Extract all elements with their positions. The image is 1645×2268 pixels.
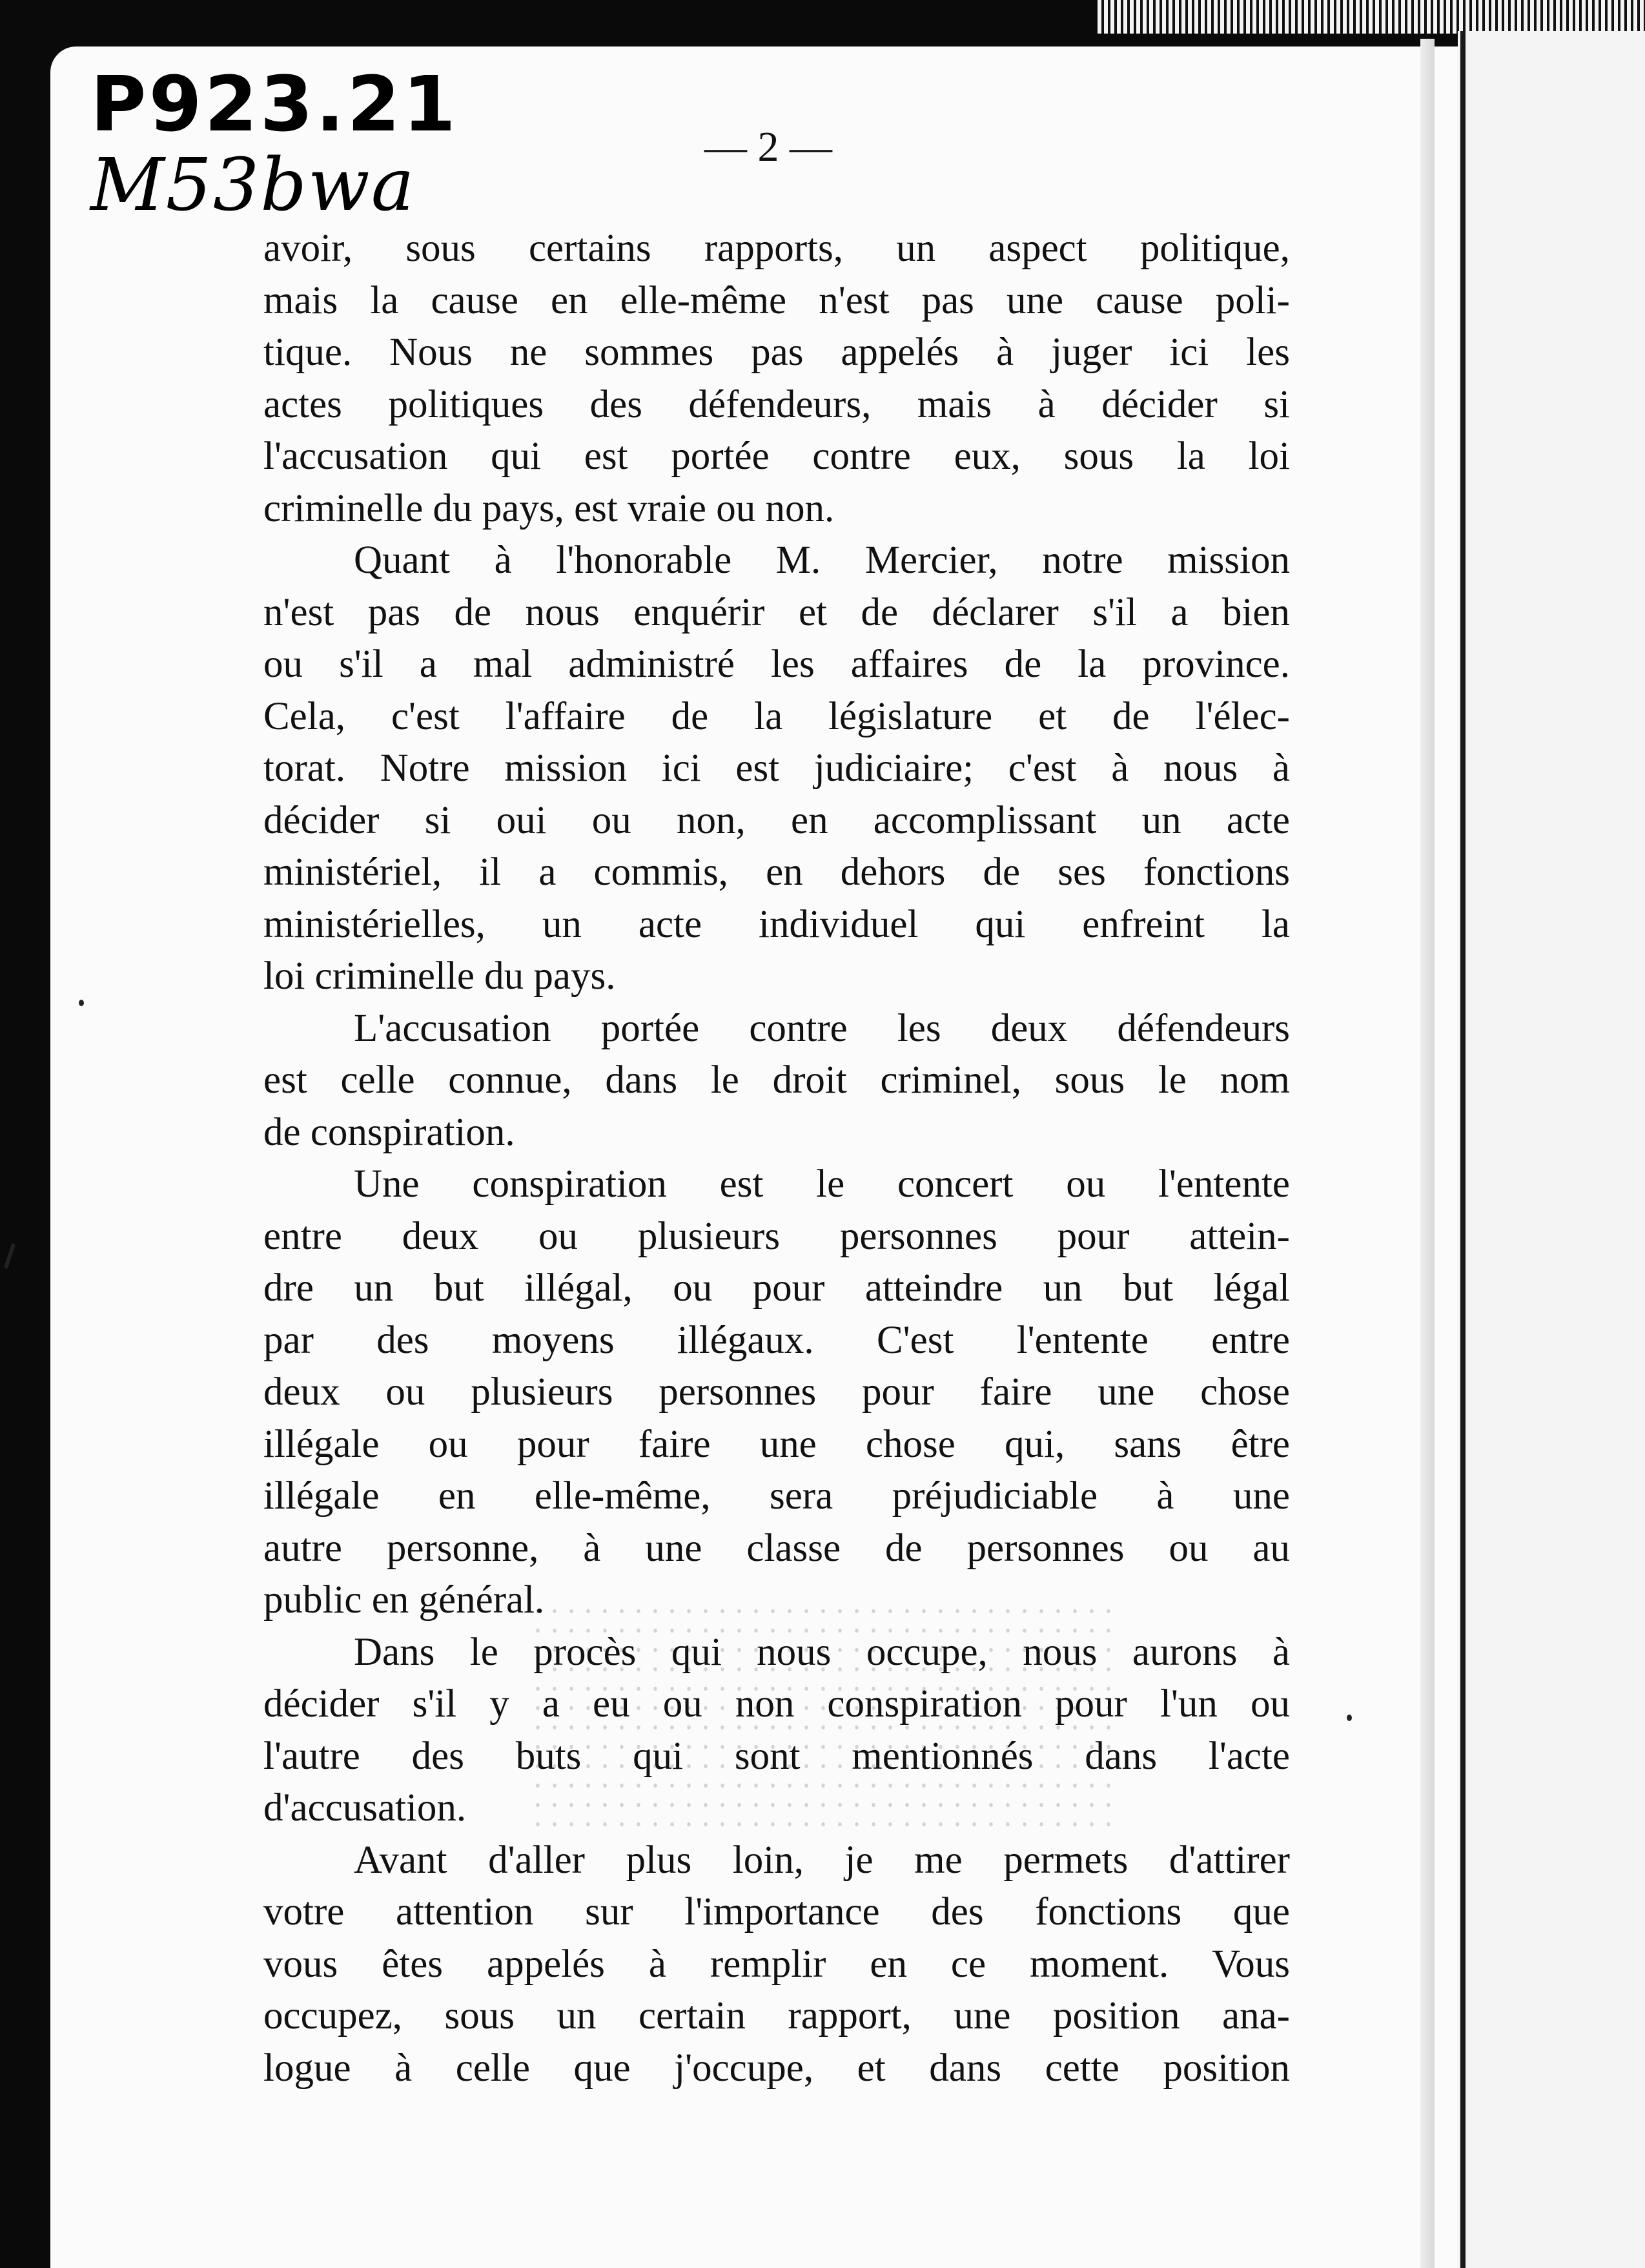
text-line: ministérielles, un acte individuel qui enfreint la <box>263 902 1290 946</box>
call-number-line-1: P923.21 <box>90 59 458 149</box>
text-line: mais la cause en elle-même n'est pas une cause poli- <box>263 278 1290 322</box>
text-line: torat. Notre mission ici est judiciaire; c'est à nous à <box>263 747 1290 790</box>
perforation-stamp <box>529 1602 1110 1834</box>
text-line: par des moyens illégaux. C'est l'entente entre <box>263 1318 1290 1362</box>
text-line: logue à celle que j'occupe, et dans cette position <box>263 2046 1290 2090</box>
text-line: Avant d'aller plus loin, je me permets d'attirer <box>354 1838 1290 1882</box>
text-line: public en général. <box>263 1578 545 1622</box>
ink-speck <box>1347 1715 1352 1721</box>
text-line: loi criminelle du pays. <box>263 954 616 998</box>
text-line: décider s'il y a eu ou non conspiration pour l'un ou <box>263 1682 1290 1726</box>
text-line: tique. Nous ne sommes pas appelés à juger ici les <box>263 331 1290 374</box>
text-line: Dans le procès qui nous occupe, nous aurons à <box>354 1630 1290 1674</box>
text-line: ou s'il a mal administré les affaires de la province. <box>263 643 1290 686</box>
page-gutter <box>1460 31 1466 2268</box>
text-line: illégale en elle-même, sera préjudiciable à une <box>263 1474 1290 1518</box>
text-line: illégale ou pour faire une chose qui, sans être <box>263 1422 1290 1466</box>
text-line: occupez, sous un certain rapport, une position ana- <box>263 1994 1290 2037</box>
text-line: entre deux ou plusieurs personnes pour attein- <box>263 1214 1290 1258</box>
text-line: actes politiques des défendeurs, mais à décider si <box>263 382 1290 426</box>
text-line: d'accusation. <box>263 1786 467 1830</box>
film-edge-strip <box>1098 0 1645 34</box>
text-line: autre personne, à une classe de personnes ou au <box>263 1526 1290 1570</box>
text-line: votre attention sur l'importance des fonctions que <box>263 1890 1290 1933</box>
text-line: est celle connue, dans le droit criminel, sous le nom <box>263 1058 1290 1102</box>
text-line: de conspiration. <box>263 1110 515 1154</box>
page-number: — 2 — <box>704 123 832 170</box>
text-line: l'autre des buts qui sont mentionnés dans l'acte <box>263 1734 1290 1778</box>
text-line: deux ou plusieurs personnes pour faire une chose <box>263 1370 1290 1414</box>
call-number-line-2: M53bwa <box>90 143 416 227</box>
text-line: L'accusation portée contre les deux défendeurs <box>354 1006 1290 1050</box>
text-line: criminelle du pays, est vraie ou non. <box>263 486 835 530</box>
facing-page-edge <box>1458 31 1645 2268</box>
text-line: décider si oui ou non, en accomplissant un acte <box>263 798 1290 842</box>
text-line: n'est pas de nous enquérir et de déclarer s'il a bien <box>263 590 1290 634</box>
text-line: avoir, sous certains rapports, un aspect politique, <box>263 227 1290 270</box>
text-line: vous êtes appelés à remplir en ce moment. Vous <box>263 1942 1290 1986</box>
text-line: dre un but illégal, ou pour atteindre un but légal <box>263 1266 1290 1310</box>
text-line: l'accusation qui est portée contre eux, sous la loi <box>263 435 1290 478</box>
ink-speck <box>79 1000 84 1006</box>
text-line: Quant à l'honorable M. Mercier, notre mission <box>354 539 1290 582</box>
text-line: ministériel, il a commis, en dehors de ses fonctions <box>263 850 1290 894</box>
text-line: Une conspiration est le concert ou l'entente <box>354 1162 1290 1206</box>
page-curl-shadow <box>1420 39 1435 2268</box>
text-line: Cela, c'est l'affaire de la législature et de l'élec- <box>263 694 1290 738</box>
scratch-mark <box>4 1243 15 1269</box>
